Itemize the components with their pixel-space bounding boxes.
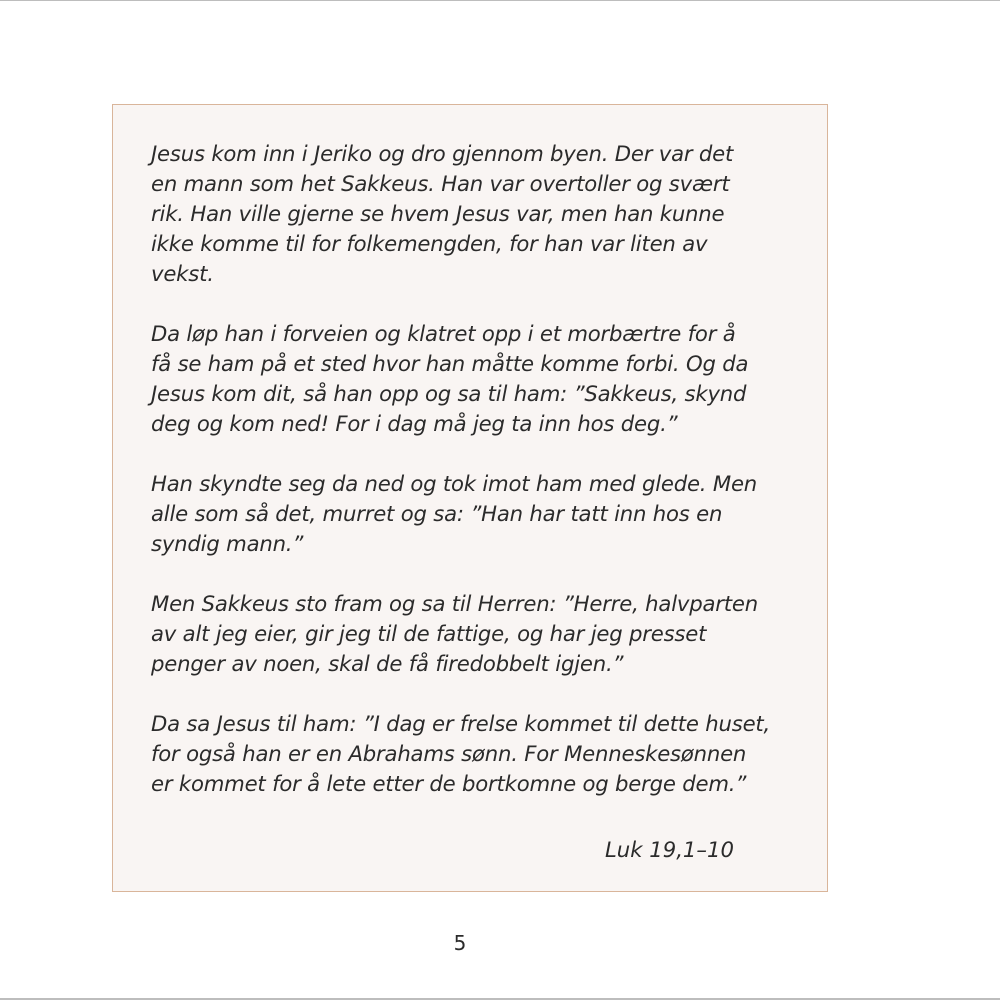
text-line: Da løp han i forveien og klatret opp i et morbærtre for å xyxy=(151,321,736,346)
page-number: 5 xyxy=(453,931,467,955)
text-line: vekst. xyxy=(151,261,214,286)
text-line: ikke komme til for folkemengden, for han var liten av xyxy=(151,231,708,256)
paragraph-1 xyxy=(151,139,801,289)
text-line: få se ham på et sted hvor han måtte komme forbi. Og da xyxy=(151,351,749,376)
text-line: deg og kom ned! For i dag må jeg ta inn hos deg.” xyxy=(151,411,678,436)
text-line: penger av noen, skal de få firedobbelt igjen.” xyxy=(151,651,624,676)
text-line: rik. Han ville gjerne se hvem Jesus var, men han kunne xyxy=(151,201,725,226)
page-top-edge xyxy=(0,0,1000,1)
scripture-passage xyxy=(151,139,801,829)
text-line: Jesus kom dit, så han opp og sa til ham: ”Sakkeus, skynd xyxy=(151,381,747,406)
scripture-reference: Luk 19,1–10 xyxy=(605,837,734,862)
text-line: Jesus kom inn i Jeriko og dro gjennom byen. Der var det xyxy=(151,141,734,166)
text-line: Han skyndte seg da ned og tok imot ham med glede. Men xyxy=(151,471,758,496)
text-line: Da sa Jesus til ham: ”I dag er frelse kommet til dette huset, xyxy=(151,711,771,736)
text-line: syndig mann.” xyxy=(151,531,304,556)
scripture-text-box xyxy=(112,104,828,892)
paragraph-4 xyxy=(151,589,801,679)
paragraph-3 xyxy=(151,469,801,559)
text-line: Men Sakkeus sto fram og sa til Herren: ”Herre, halvparten xyxy=(151,591,758,616)
paragraph-2 xyxy=(151,319,801,439)
paragraph-5 xyxy=(151,709,801,799)
text-line: alle som så det, murret og sa: ”Han har tatt inn hos en xyxy=(151,501,723,526)
text-line: en mann som het Sakkeus. Han var overtoller og svært xyxy=(151,171,730,196)
text-line: er kommet for å lete etter de bortkomne og berge dem.” xyxy=(151,771,747,796)
text-line: av alt jeg eier, gir jeg til de fattige, og har jeg presset xyxy=(151,621,707,646)
text-line: for også han er en Abrahams sønn. For Menneskesønnen xyxy=(151,741,747,766)
